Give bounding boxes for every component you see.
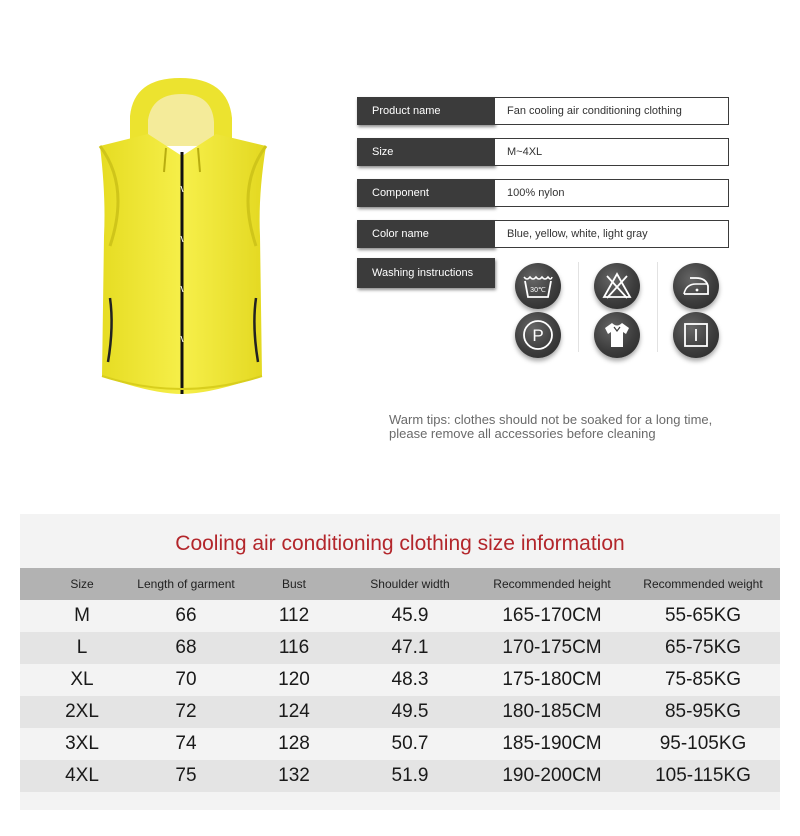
cell-length: 75 [175,765,197,786]
cell-length: 68 [175,637,197,658]
spec-value: M~4XL [495,138,729,166]
header-shoulder: Shoulder width [370,577,450,591]
spec-row-size [357,138,729,166]
cell-size: M [74,605,90,626]
icon-divider [578,262,579,352]
cell-bust: 120 [278,669,310,690]
cell-shoulder: 50.7 [391,733,429,754]
size-table-title: Cooling air conditioning clothing size information [175,532,625,555]
yellow-hooded-vest-image [90,76,276,406]
cell-bust: 116 [278,637,310,658]
table-row [20,632,780,664]
table-row [20,728,780,760]
spec-value: Fan cooling air conditioning clothing [495,97,729,125]
cell-length: 72 [175,701,197,722]
wash-30-icon [515,263,561,309]
spec-label: Color name [357,220,495,248]
header-length: Length of garment [137,577,235,591]
warm-tips-text [389,413,769,441]
no-bleach-icon [594,263,640,309]
cell-size: 4XL [65,765,99,786]
shirt-icon [594,312,640,358]
icon-divider [657,262,658,352]
cell-bust: 112 [278,605,310,626]
tips-line: Warm tips: clothes should not be soaked for a long time, [389,412,713,427]
spec-value: Blue, yellow, white, light gray [495,220,729,248]
dry-clean-p-icon [515,312,561,358]
cell-size: XL [70,669,94,690]
cell-shoulder: 45.9 [391,605,429,626]
cell-weight: 85-95KG [664,701,742,722]
iron-low-icon [673,263,719,309]
size-table-panel [20,514,780,810]
size-table-header [20,568,780,600]
cell-bust: 132 [278,765,310,786]
cell-weight: 65-75KG [664,637,742,658]
spec-label: Component [357,179,495,207]
cell-bust: 124 [278,701,310,722]
cell-height: 180-185CM [502,701,602,722]
cell-weight: 75-85KG [664,669,742,690]
header-bust: Bust [281,577,306,591]
header-weight: Recommended weight [643,577,763,591]
cell-shoulder: 51.9 [391,765,429,786]
cell-weight: 55-65KG [664,605,742,626]
table-row [20,696,780,728]
svg-text:30℃: 30℃ [530,287,546,294]
cell-bust: 128 [278,733,310,754]
spec-value: 100% nylon [495,179,729,207]
spec-row-product-name [357,97,729,125]
table-row [20,760,780,792]
cell-weight: 105-115KG [655,765,751,786]
cell-shoulder: 48.3 [391,669,429,690]
table-row [20,600,780,632]
spec-label: Product name [357,97,495,125]
cell-shoulder: 47.1 [391,637,429,658]
header-size: Size [70,577,94,591]
cell-length: 66 [175,605,197,626]
cell-size: L [76,637,88,658]
tips-line: please remove all accessories before cleaning [389,426,656,441]
washing-instructions-label: Washing instructions [357,258,495,288]
table-row [20,664,780,696]
cell-height: 165-170CM [502,605,602,626]
cell-height: 170-175CM [502,637,602,658]
cell-shoulder: 49.5 [391,701,429,722]
cell-height: 175-180CM [502,669,602,690]
tumble-dry-icon [673,312,719,358]
cell-height: 185-190CM [502,733,602,754]
spec-row-component [357,179,729,207]
cell-size: 2XL [65,701,99,722]
spec-row-color-name [357,220,729,248]
cell-length: 74 [175,733,197,754]
cell-height: 190-200CM [502,765,602,786]
header-height: Recommended height [493,577,611,591]
cell-length: 70 [175,669,197,690]
cell-weight: 95-105KG [659,733,747,754]
svg-text:P: P [532,326,544,345]
cell-size: 3XL [65,733,99,754]
spec-label: Size [357,138,495,166]
